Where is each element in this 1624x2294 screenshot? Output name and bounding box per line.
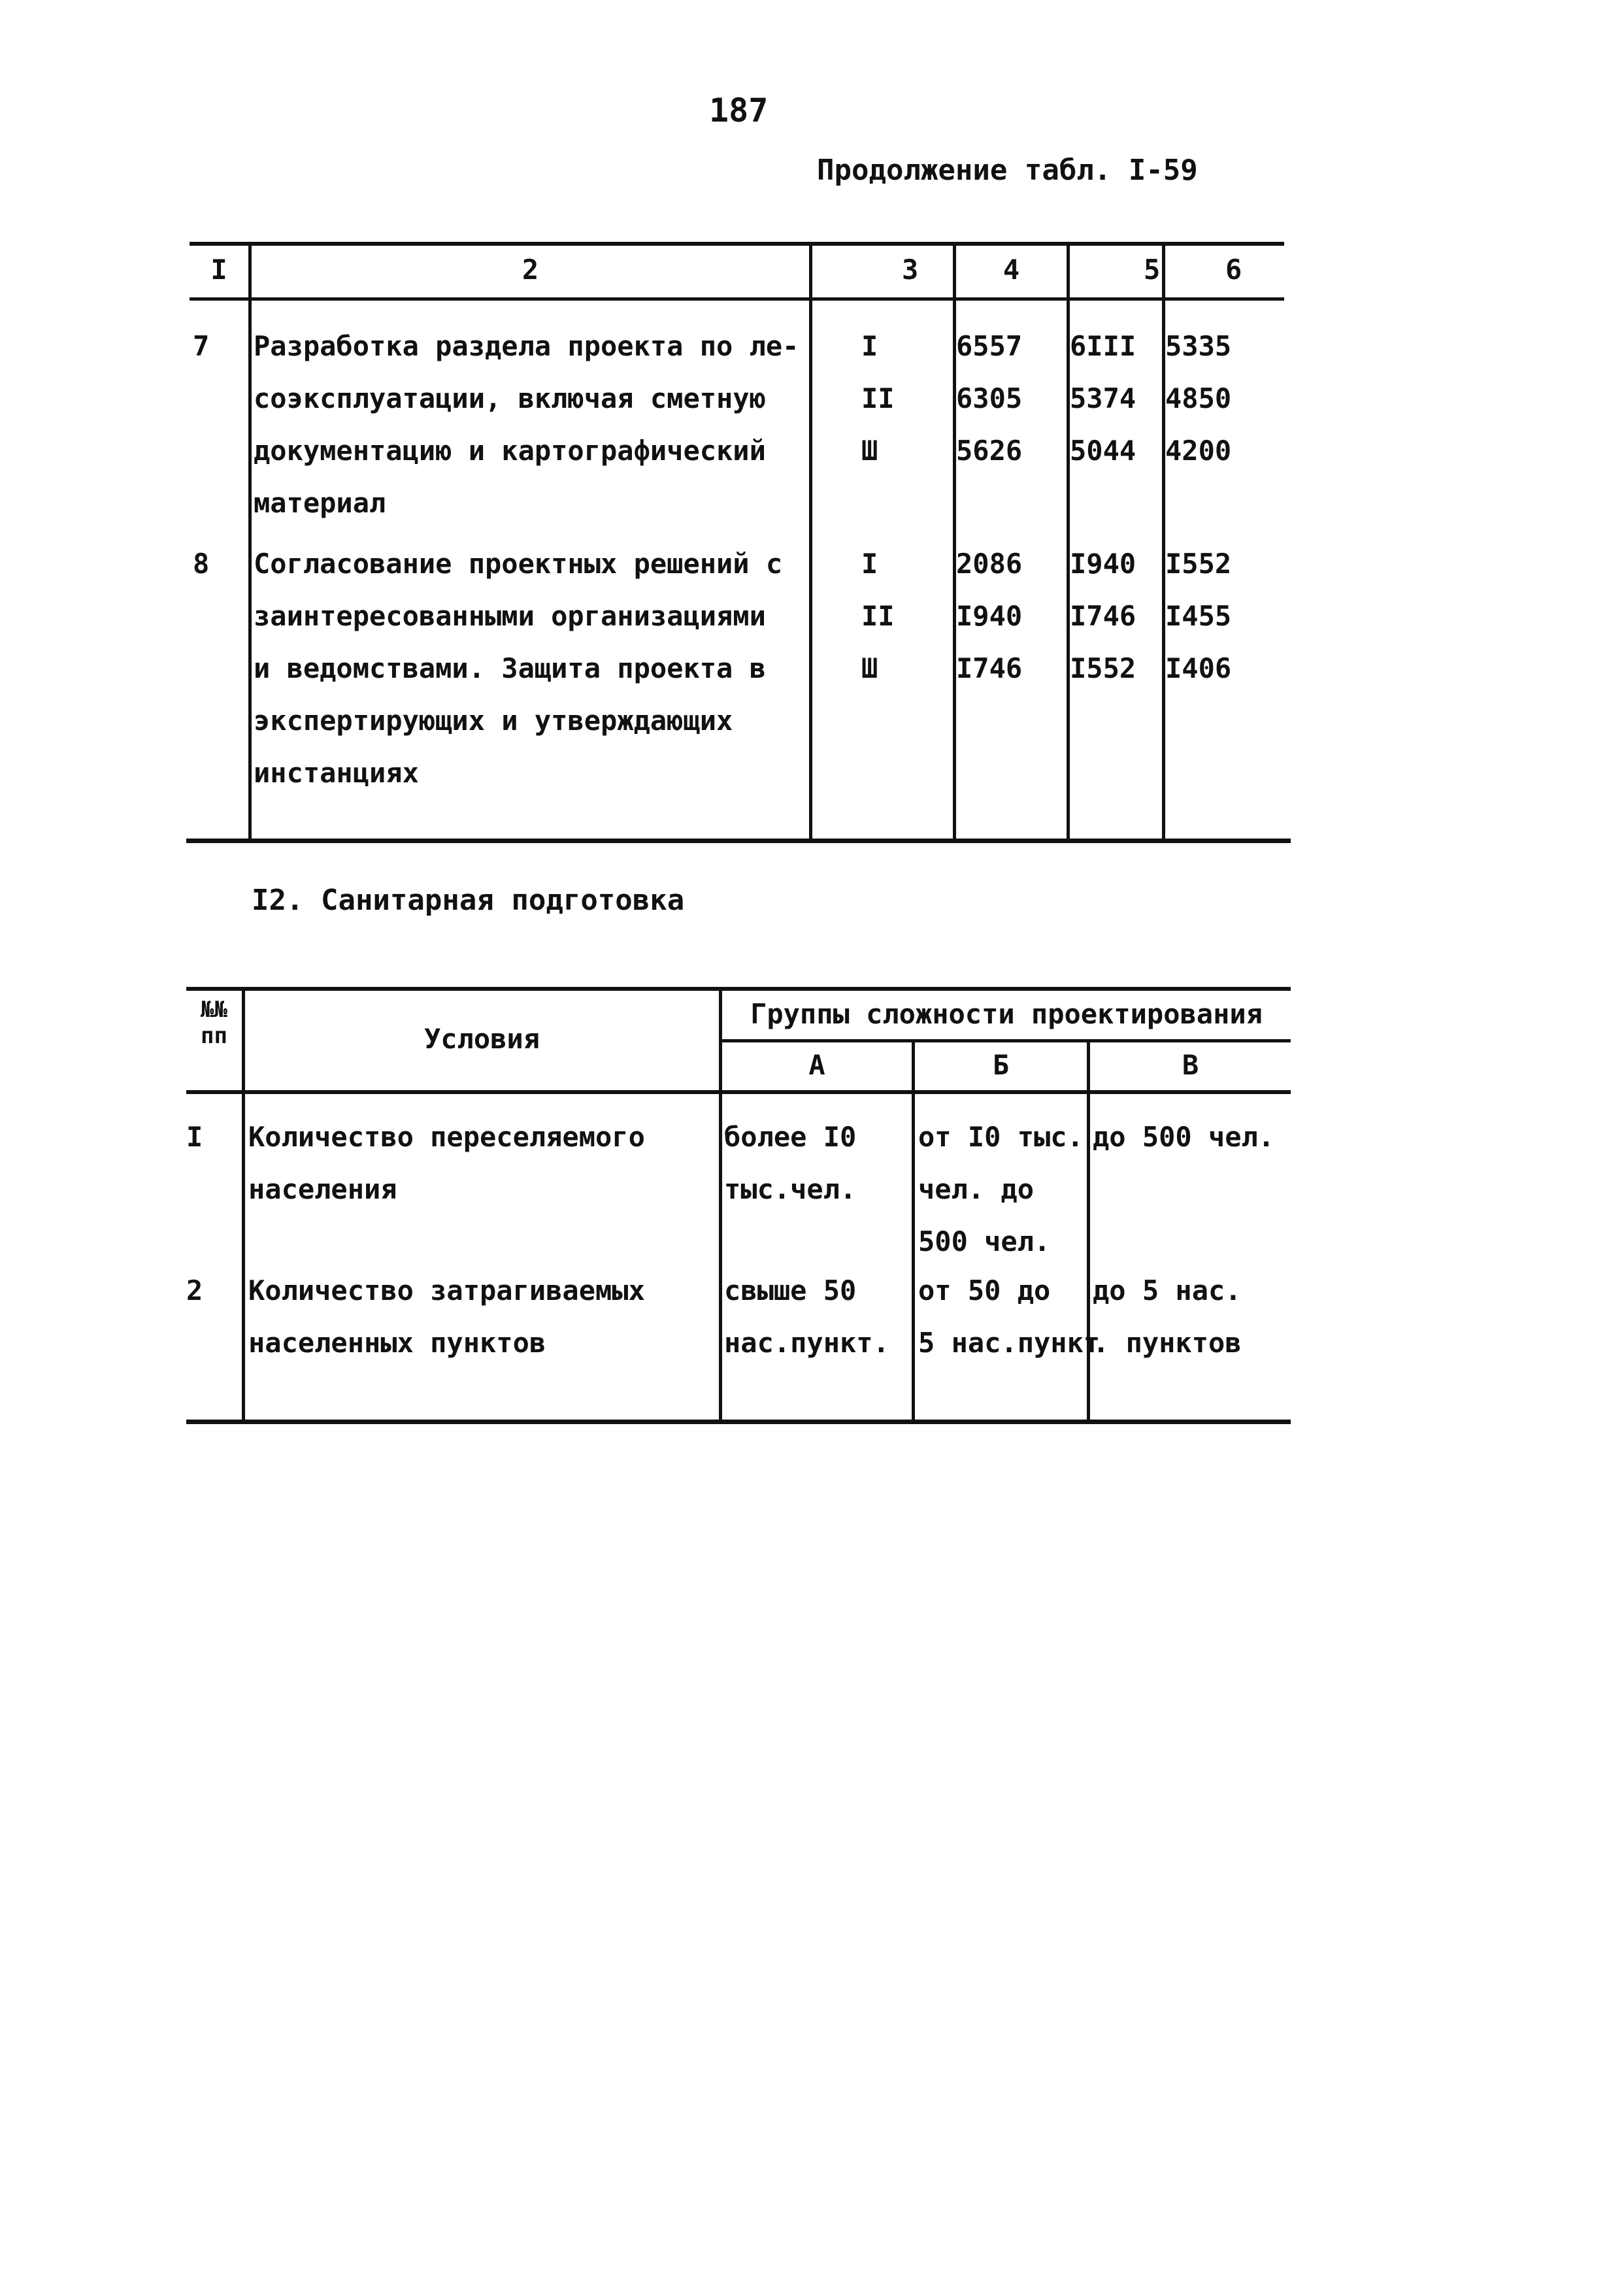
table-1-header-cell: 2	[522, 254, 539, 286]
col-number-header: №№ пп	[201, 997, 227, 1049]
value-cell: I746	[956, 652, 1023, 684]
group-b-cell: от 50 до	[918, 1274, 1051, 1306]
value-cell: I455	[1165, 600, 1232, 632]
value-cell: I406	[1165, 652, 1232, 684]
group-c-cell: до 500 чел.	[1093, 1121, 1275, 1153]
table-1-header-cell: I	[210, 254, 227, 286]
group-header-cell: Б	[992, 1049, 1010, 1081]
value-cell: I552	[1070, 652, 1136, 684]
condition-line: населения	[248, 1173, 397, 1205]
table-2-bottom-rule	[186, 1420, 1291, 1424]
row-description-line: соэксплуатации, включая сметную	[254, 382, 766, 414]
category-cell: I	[861, 330, 878, 362]
table-1-header-cell: 4	[1003, 254, 1020, 286]
condition-line: населенных пунктов	[248, 1327, 546, 1359]
value-cell: 5626	[956, 435, 1023, 467]
row-description-line: заинтересованными организациями	[254, 600, 766, 632]
table-1-header-cell: 6	[1225, 254, 1242, 286]
table-1-col-divider	[248, 245, 252, 840]
category-cell: II	[861, 382, 895, 414]
row-description-line: инстанциях	[254, 757, 419, 789]
col-conditions-header: Условия	[423, 1023, 540, 1055]
group-a-cell: свыше 50	[724, 1274, 857, 1306]
category-cell: I	[861, 548, 878, 580]
group-a-cell: нас.пункт.	[724, 1327, 889, 1359]
table-2-col-divider	[912, 1041, 915, 1421]
row-description-line: экспертирующих и утверждающих	[254, 705, 733, 737]
group-a-cell: тыс.чел.	[724, 1173, 857, 1205]
group-b-cell: 5 нас.пункт	[918, 1327, 1101, 1359]
value-cell: 6305	[956, 382, 1023, 414]
condition-line: Количество затрагиваемых	[248, 1274, 645, 1306]
row-number: 7	[193, 330, 210, 362]
group-c-cell: . пунктов	[1093, 1327, 1242, 1359]
category-cell: Ш	[861, 652, 878, 684]
row-number: I	[186, 1121, 203, 1153]
value-cell: I746	[1070, 600, 1136, 632]
row-description-line: Разработка раздела проекта по ле-	[254, 330, 799, 362]
group-a-cell: более I0	[724, 1121, 857, 1153]
value-cell: 2086	[956, 548, 1023, 580]
row-number: 2	[186, 1274, 203, 1306]
group-header: Группы сложности проектирования	[750, 998, 1263, 1030]
value-cell: I940	[1070, 548, 1136, 580]
value-cell: 6III	[1070, 330, 1136, 362]
page-number: 187	[709, 91, 769, 129]
group-c-cell: до 5 нас.	[1093, 1274, 1242, 1306]
table-1-bottom-rule	[186, 839, 1291, 843]
group-header-cell: В	[1182, 1049, 1199, 1081]
category-cell: Ш	[861, 435, 878, 467]
value-cell: 4850	[1165, 382, 1232, 414]
value-cell: 5335	[1165, 330, 1232, 362]
row-number: 8	[193, 548, 210, 580]
condition-line: Количество переселяемого	[248, 1121, 645, 1153]
table-1-header-cell: 5	[1144, 254, 1161, 286]
row-description-line: документацию и картографический	[254, 435, 766, 467]
row-description-line: Согласование проектных решений с	[254, 548, 783, 580]
row-description-line: и ведомствами. Защита проекта в	[254, 652, 766, 684]
value-cell: I940	[956, 600, 1023, 632]
value-cell: 5044	[1070, 435, 1136, 467]
value-cell: I552	[1165, 548, 1232, 580]
table-1-header-cell: 3	[902, 254, 919, 286]
category-cell: II	[861, 600, 895, 632]
table-1-header-rule	[190, 297, 1284, 301]
section-title: I2. Санитарная подготовка	[252, 884, 685, 917]
table-continuation-label: Продолжение табл. I-59	[817, 154, 1198, 187]
group-header-cell: А	[808, 1049, 825, 1081]
group-b-cell: чел. до	[918, 1173, 1035, 1205]
value-cell: 5374	[1070, 382, 1136, 414]
group-b-cell: от I0 тыс.	[918, 1121, 1084, 1153]
row-description-line: материал	[254, 487, 386, 519]
group-b-cell: 500 чел.	[918, 1225, 1051, 1257]
value-cell: 4200	[1165, 435, 1232, 467]
table-1-col-divider	[809, 245, 812, 840]
value-cell: 6557	[956, 330, 1023, 362]
